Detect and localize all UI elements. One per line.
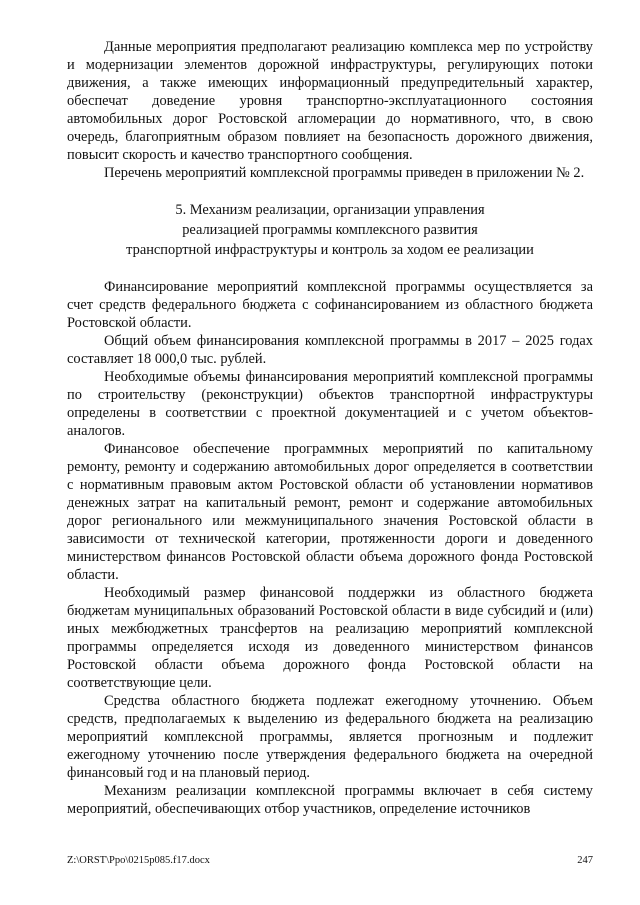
document-body xyxy=(67,38,593,818)
section-heading-line: транспортной инфраструктуры и контроль за ходом ее реализации xyxy=(126,242,534,258)
section-heading-line: реализацией программы комплексного развития xyxy=(182,222,478,238)
body-paragraph: Финансовое обеспечение программных мероприятий по капитальному ремонту, ремонту и содержанию автомобильных дорог определяется в соответствии с нормативным правовым актом Ростовской области об установлении нормативов денежных затрат на капитальный ремонт, ремонт и содержание автомобильных дорог регионального или межмуниципального значения Ростовской области в зависимости от технической категории, протяженности дороги и доведенного министерством финансов Ростовской области объема дорожного фонда Ростовской области. xyxy=(67,441,593,583)
body-paragraph: Необходимый размер финансовой поддержки из областного бюджета бюджетам муниципальных образований Ростовской области в виде субсидий и (или) иных межбюджетных трансфертов на реализацию мероприятий комплексной программы определяется исходя из доведенного министерством финансов Ростовской области объема дорожного фонда Ростовской области на соответствующие цели. xyxy=(67,585,593,691)
body-paragraph: Механизм реализации комплексной программы включает в себя систему мероприятий, обеспечивающих отбор участников, определение источников xyxy=(67,783,593,817)
body-paragraph: Средства областного бюджета подлежат ежегодному уточнению. Объем средств, предполагаемых к выделению из федерального бюджета на реализацию мероприятий комплексной программы, является прогнозным и подлежит ежегодному уточнению после утверждения федерального бюджета на очередной финансовый год и на плановый период. xyxy=(67,693,593,781)
body-paragraph: Перечень мероприятий комплексной программы приведен в приложении № 2. xyxy=(104,165,585,181)
file-path: Z:\ORST\Ppo\0215p085.f17.docx xyxy=(67,855,210,866)
body-paragraph: Общий объем финансирования комплексной программы в 2017 – 2025 годах составляет 18 000,0 тыс. рублей. xyxy=(67,333,593,367)
section-heading xyxy=(67,200,593,260)
section-heading-line: 5. Механизм реализации, организации управления xyxy=(175,202,485,218)
body-paragraph: Финансирование мероприятий комплексной программы осуществляется за счет средств федерального бюджета с софинансированием из областного бюджета Ростовской области. xyxy=(67,279,593,331)
body-paragraph: Необходимые объемы финансирования мероприятий комплексной программы по строительству (реконструкции) объектов транспортной инфраструктуры определены в соответствии с проектной документацией и с учетом объектов-аналогов. xyxy=(67,369,593,439)
body-paragraph: Данные мероприятия предполагают реализацию комплекса мер по устройству и модернизации элементов дорожной инфраструктуры, регулирующих потоки движения, а также имеющих информационный предупредительный характер, обеспечат доведение уровня транспортно-эксплуатационного состояния автомобильных дорог Ростовской агломерации до нормативного, что, в свою очередь, благоприятным образом повлияет на безопасность дорожного движения, повысит скорость и качество транспортного сообщения. xyxy=(67,39,593,163)
page-number: 247 xyxy=(577,855,593,866)
